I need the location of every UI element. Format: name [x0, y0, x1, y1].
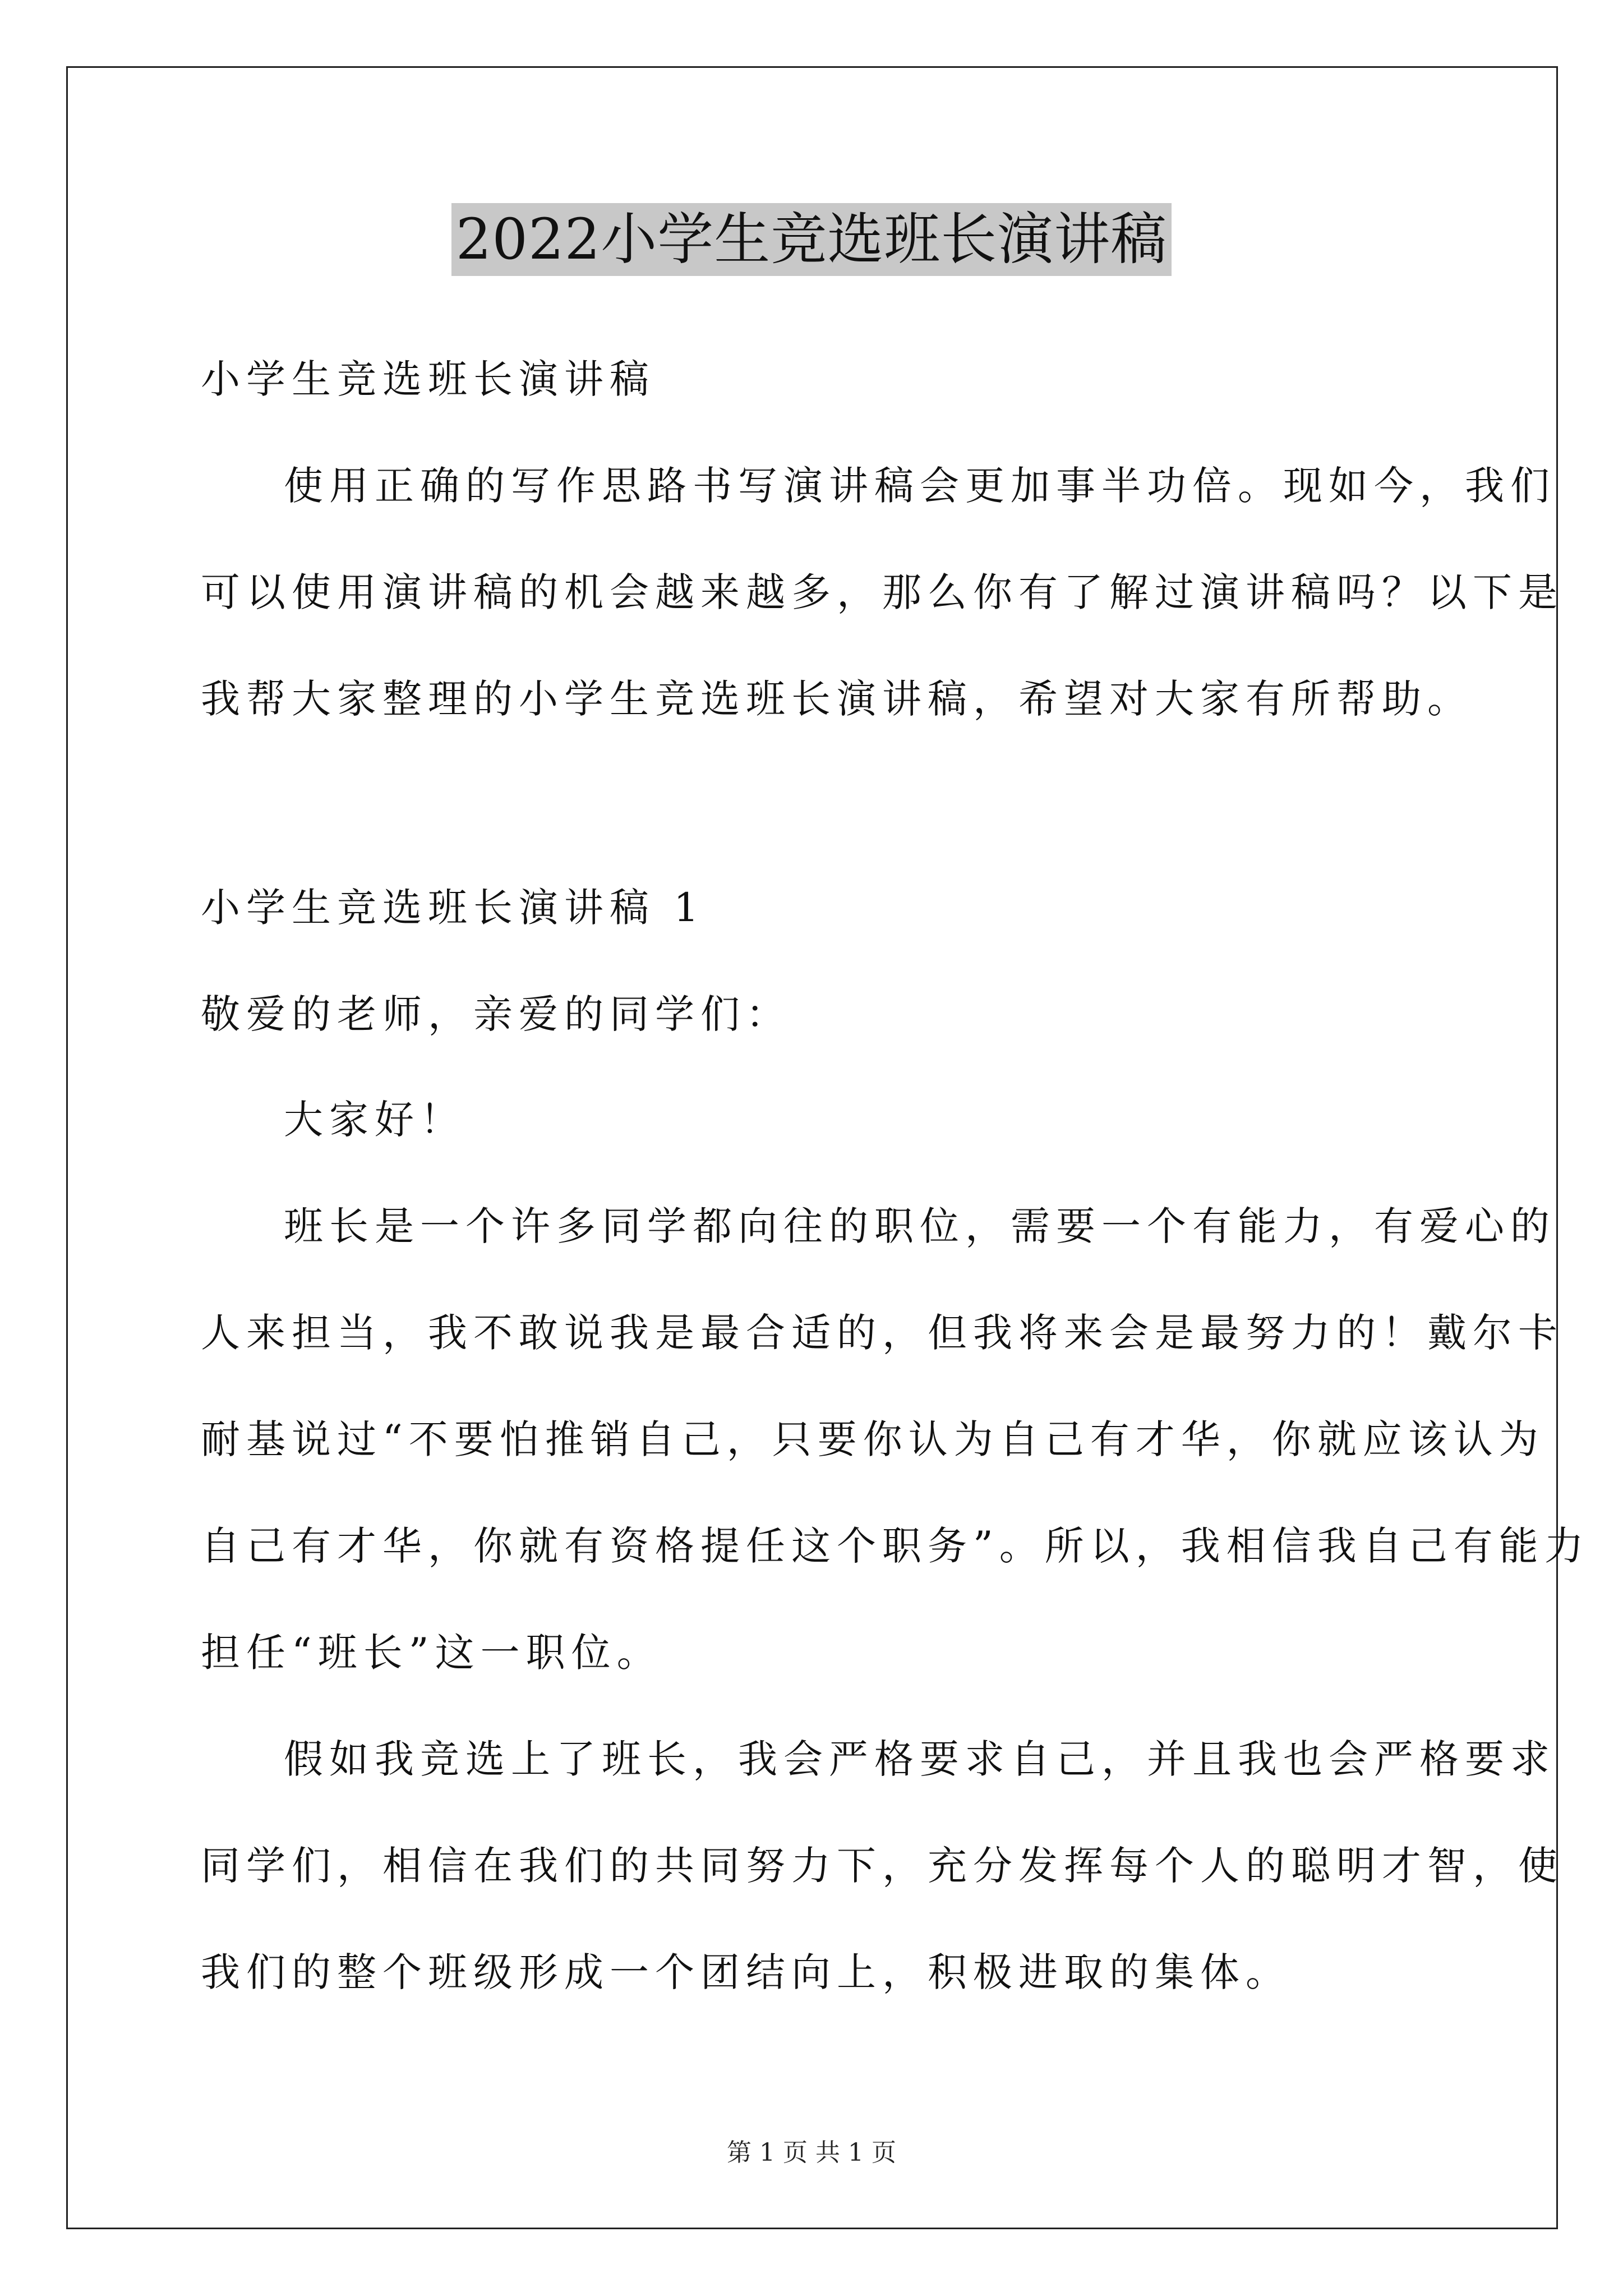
paragraph-line: 担任“班长”这一职位。: [201, 1630, 662, 1676]
intro-line: 我帮大家整理的小学生竞选班长演讲稿，希望对大家有所帮助。: [201, 676, 1473, 722]
paragraph-line: 同学们，相信在我们的共同努力下，充分发挥每个人的聪明才智，使: [201, 1843, 1564, 1889]
document-title: 2022小学生竞选班长演讲稿: [451, 203, 1172, 276]
intro-line: 可以使用演讲稿的机会越来越多，那么你有了解过演讲稿吗？以下是: [201, 569, 1564, 615]
paragraph-line: 耐基说过“不要怕推销自己，只要你认为自己有才华，你就应该认为: [201, 1416, 1544, 1462]
intro-line: 使用正确的写作思路书写演讲稿会更加事半功倍。现如今，我们: [284, 463, 1556, 509]
paragraph-line: 人来担当，我不敢说我是最合适的，但我将来会是最努力的！戴尔卡: [201, 1310, 1564, 1356]
page-footer: 第 1 页 共 1 页: [727, 2138, 896, 2167]
greeting: 大家好！: [284, 1097, 465, 1143]
paragraph-line: 自己有才华，你就有资格提任这个职务”。所以，我相信我自己有能力: [201, 1523, 1590, 1569]
section-heading: 小学生竞选班长演讲稿 1: [201, 885, 705, 931]
title-container: [0, 203, 1623, 276]
salutation: 敬爱的老师，亲爱的同学们：: [201, 991, 791, 1037]
paragraph-line: 我们的整个班级形成一个团结向上，积极进取的集体。: [201, 1949, 1291, 1995]
paragraph-line: 班长是一个许多同学都向往的职位，需要一个有能力，有爱心的: [284, 1203, 1556, 1249]
subtitle: 小学生竞选班长演讲稿: [201, 356, 655, 402]
paragraph-line: 假如我竞选上了班长，我会严格要求自己，并且我也会严格要求: [284, 1736, 1556, 1782]
